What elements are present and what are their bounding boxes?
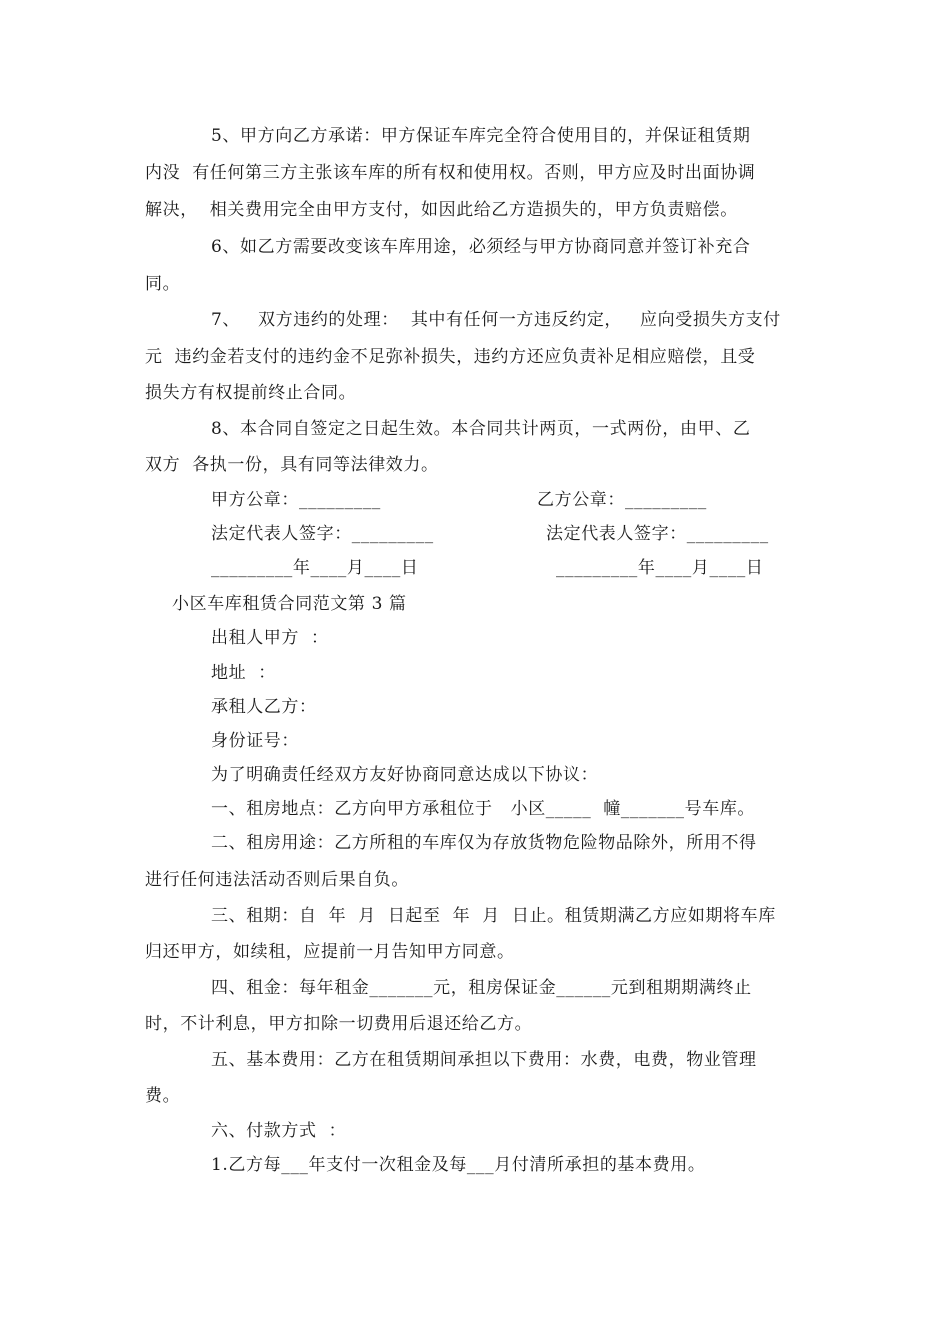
text-line: 8、本合同自签定之日起生效。本合同共计两页，一式两份，由甲、乙 [211, 419, 751, 439]
text-line: 归还甲方，如续租，应提前一月告知甲方同意。 [145, 942, 515, 962]
text-line: 元 违约金若支付的违约金不足弥补损失，违约方还应负责补足相应赔偿，且受 [145, 347, 756, 367]
text-line: 1.乙方每___年支付一次租金及每___月付清所承担的基本费用。 [211, 1155, 706, 1175]
text-line: 7、 双方违约的处理： 其中有任何一方违反约定， 应向受损失方支付 [211, 310, 781, 330]
text-line: 损失方有权提前终止合同。 [145, 383, 357, 403]
text-line: 进行任何违法活动否则后果自负。 [145, 870, 409, 890]
text-line: 身份证号： [211, 731, 299, 751]
text-line: 三、租期：自 年 月 日起至 年 月 日止。租赁期满乙方应如期将车库 [211, 906, 776, 926]
text-line: 六、付款方式 ： [211, 1121, 347, 1141]
text-line: 承租人乙方： [211, 697, 317, 717]
text-line: 五、基本费用：乙方在租赁期间承担以下费用：水费，电费，物业管理 [211, 1050, 757, 1070]
text-line: 费。 [145, 1086, 181, 1106]
text-line: 解决， 相关费用完全由甲方支付，如因此给乙方造损失的，甲方负责赔偿。 [145, 200, 738, 220]
party-b-seal: 乙方公章：_________ [537, 490, 707, 510]
party-b-date: _________年____月____日 [556, 558, 764, 578]
text-line: 四、租金：每年租金_______元，租房保证金______元到租期期满终止 [211, 978, 752, 998]
text-line: 双方 各执一份，具有同等法律效力。 [145, 455, 439, 475]
party-a-date: _________年____月____日 [211, 558, 419, 578]
text-line: 为了明确责任经双方友好协商同意达成以下协议： [211, 765, 599, 785]
text-line: 同。 [145, 274, 181, 294]
text-line: 地址 ： [211, 663, 276, 683]
party-b-representative: 法定代表人签字：_________ [546, 524, 769, 544]
section-heading: 小区车库租赁合同范文第 3 篇 [172, 594, 407, 614]
text-line: 二、租房用途：乙方所租的车库仅为存放货物危险物品除外，所用不得 [211, 833, 757, 853]
text-line: 一、租房地点：乙方向甲方承租位于 小区_____ 幢_______号车库。 [211, 799, 756, 819]
text-line: 时，不计利息，甲方扣除一切费用后退还给乙方。 [145, 1014, 533, 1034]
text-line: 5、甲方向乙方承诺：甲方保证车库完全符合使用目的，并保证租赁期 [211, 126, 751, 146]
party-a-seal: 甲方公章：_________ [211, 490, 381, 510]
party-a-representative: 法定代表人签字：_________ [211, 524, 434, 544]
text-line: 出租人甲方 ： [211, 628, 329, 648]
text-line: 内没 有任何第三方主张该车库的所有权和使用权。否则，甲方应及时出面协调 [145, 163, 756, 183]
text-line: 6、如乙方需要改变该车库用途，必须经与甲方协商同意并签订补充合 [211, 237, 751, 257]
